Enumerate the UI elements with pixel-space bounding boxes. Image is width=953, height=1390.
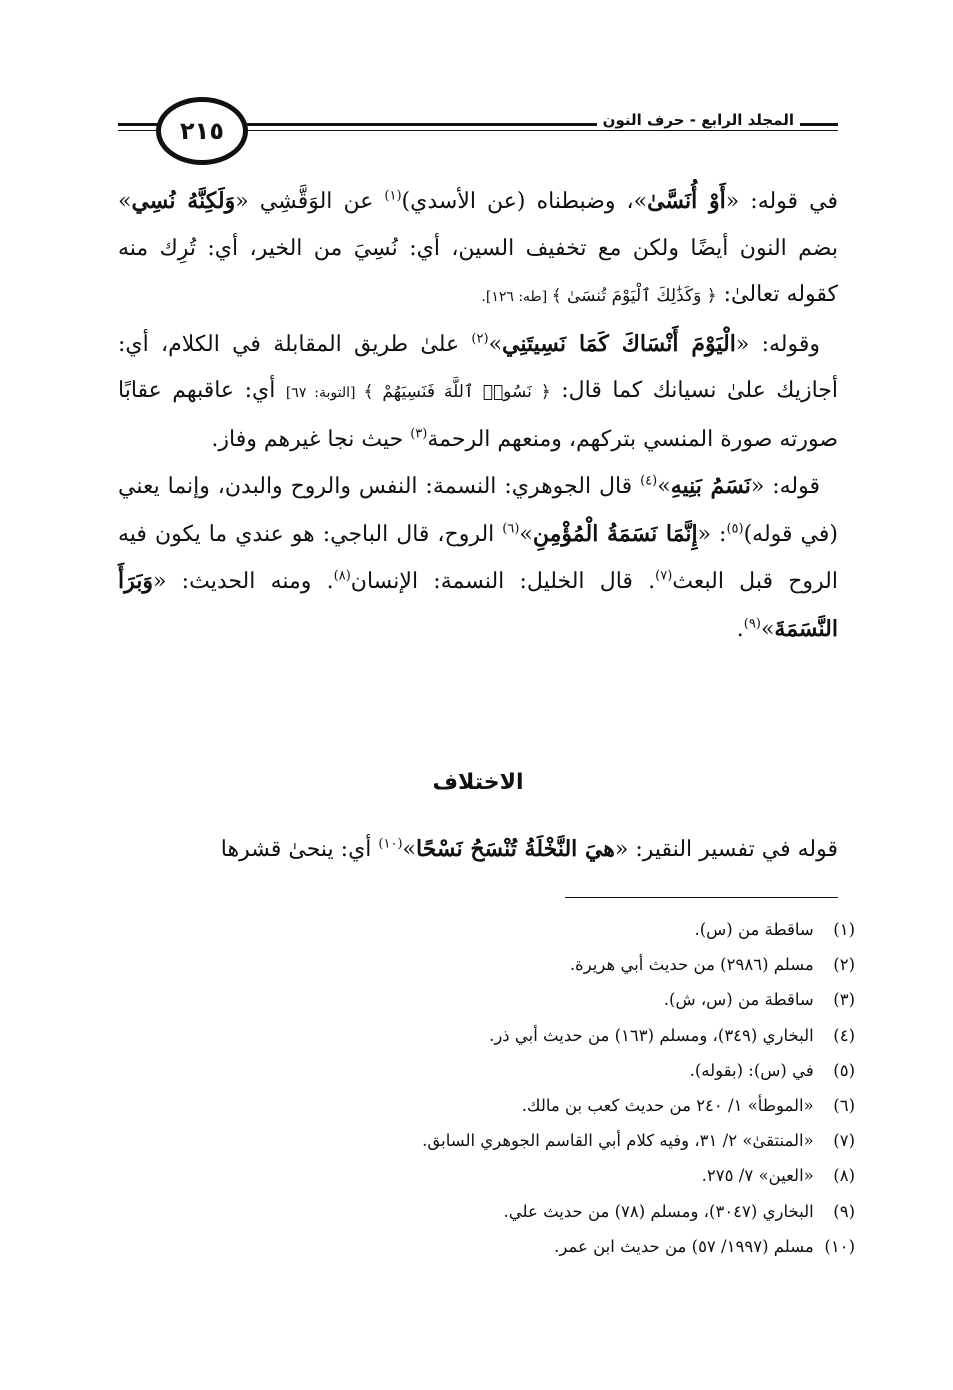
footnote-number: (٧) [833,1131,855,1151]
footnote-number: (٨) [833,1166,855,1186]
footnote [200,947,855,982]
hadith-quote: وَلَكِنَّهُ نُسِي [131,188,236,214]
footnote [200,1053,855,1088]
paragraph-4 [118,826,838,873]
footnote-text: «المنتقىٰ» ٢/ ٣١، وفيه كلام أبي القاسم الجوهري السابق. [422,1131,814,1151]
footnote-ref: (٩) [743,616,761,632]
footnote-ref: (٣) [410,426,428,442]
footnote-text: «الموطأ» ١/ ٢٤٠ من حديث كعب بن مالك. [521,1096,814,1116]
text-run: وقوله: « [735,331,820,357]
footnote [200,912,855,947]
page-number-oval [156,97,248,165]
text-run: الروح، قال الباجي: هو عندي ما يكون فيه الروح قبل البعث [118,521,838,594]
page-number: ٢١٥ [180,117,224,145]
text-run: »، وضبطناه (عن الأسدي) [401,189,648,214]
hadith-quote: أَوْ أُنَسَّىٰ [647,188,726,214]
paragraph-1 [118,178,838,321]
text-run: عن الوَقَّشِي « [235,189,385,214]
verse-reference: [التوبة: ٦٧] [285,385,364,401]
footnote-text: ساقطة من (س، ش). [663,990,814,1010]
text-run: علىٰ طريق المقابلة في الكلام، أي: أجازيك علىٰ نسيانك كما قال: [118,331,838,403]
footnote-text: ساقطة من (س). [694,920,814,939]
footnote-ref: (٧) [655,568,673,584]
footnote-number: (٩) [833,1201,855,1221]
text-run: أي: ينحىٰ قشرها [220,837,379,862]
text-run: » [488,331,503,357]
paragraph-2 [118,321,838,464]
footnote-ref: (١٠) [378,836,403,852]
footnote [200,1018,855,1053]
footnote-separator [565,897,838,898]
text-run: » [402,837,416,862]
main-text [118,178,838,653]
text-run: : « [697,521,727,547]
quran-verse: ﴿ نَسُوا۟ ٱللَّهَ فَنَسِيَهُمْ ﴾ [363,382,551,402]
text-run: حيث نجا غيرهم وفاز. [211,426,411,452]
verse-reference: [طه: ١٢٦]. [481,289,552,305]
footnote-text: مسلم (٢٩٨٦) من حديث أبي هريرة. [569,955,814,975]
footnote-ref: (٥) [726,521,744,537]
text-run: في قوله: « [725,189,838,214]
text-run: قوله: « [750,474,820,499]
section-text [118,826,838,873]
footnote [200,1194,855,1229]
text-run: » [519,521,533,547]
section-heading: الاختلاف [432,770,524,795]
hadith-quote: إِنَّمَا نَسَمَةُ الْمُؤْمِنِ [532,520,698,547]
footnote-text: البخاري (٣٠٤٧)، ومسلم (٧٨) من حديث علي. [503,1201,814,1221]
footnote-number: (١) [833,920,855,939]
hadith-quote: الْيَوْمَ أَنْسَاكَ كَمَا نَسِيتَنِي [502,330,736,357]
hadith-quote: هيَ النَّخْلَةُ تُنْسَحُ نَسْحًا [416,836,615,862]
footnote [200,1088,855,1123]
footnote-number: (٢) [833,955,855,975]
footnote-ref: (٦) [502,521,520,537]
footnote [200,982,855,1017]
footnote-number: (١٠) [824,1236,855,1256]
hadith-quote: وَبَرَأَ النَّسَمَةَ [118,568,838,642]
footnote-number: (٤) [833,1025,855,1045]
text-run: . [736,616,744,642]
footnote-number: (٦) [833,1096,855,1116]
text-run: قال الجوهري: النسمة: النفس والروح والبدن، وإنما يعني (في قوله) [118,474,838,547]
footnote-text: مسلم (١٩٩٧/ ٥٧) من حديث ابن عمر. [554,1236,814,1256]
footnote-ref: (١) [384,188,402,204]
footnote-text: البخاري (٣٤٩)، ومسلم (١٦٣) من حديث أبي ذر. [489,1025,814,1045]
text-run: » [657,474,671,499]
text-run: » [760,616,775,642]
quran-verse: ﴿ وَكَذَٰلِكَ ٱلْيَوْمَ تُنسَىٰ ﴾ [551,286,717,306]
text-run: قوله في تفسير النقير: « [614,837,838,862]
footnote-number: (٣) [833,990,855,1010]
footnote [200,1123,855,1158]
footnotes [200,912,855,1264]
footnote-ref: (٢) [471,331,489,347]
running-title: المجلد الرابع - حرف النون [597,111,800,129]
text-run: أي: عاقبهم عقابًا صورته صورة المنسي بتركهم، ومنعهم الرحمة [118,378,838,452]
footnote [200,1158,855,1193]
paragraph-3 [118,463,838,653]
footnote-ref: (٨) [333,568,351,584]
footnote-number: (٥) [833,1060,855,1080]
text-run: . قال الخليل: النسمة: الإنسان [350,569,656,594]
text-run: » بضم النون أيضًا ولكن مع تخفيف السين، أي: نُسِيَ من الخير، أي: تُرِك منه كقوله تعالىٰ: [118,189,838,307]
hadith-quote: نَسَمُ بَنِيهِ [670,473,751,499]
footnote-text: «العين» ٧/ ٢٧٥. [701,1166,814,1186]
text-run: . ومنه الحديث: « [153,569,334,594]
page-header [118,95,838,165]
footnote-text: في (س): (بقوله). [689,1060,814,1080]
footnote [200,1229,855,1264]
footnote-ref: (٤) [640,473,658,489]
